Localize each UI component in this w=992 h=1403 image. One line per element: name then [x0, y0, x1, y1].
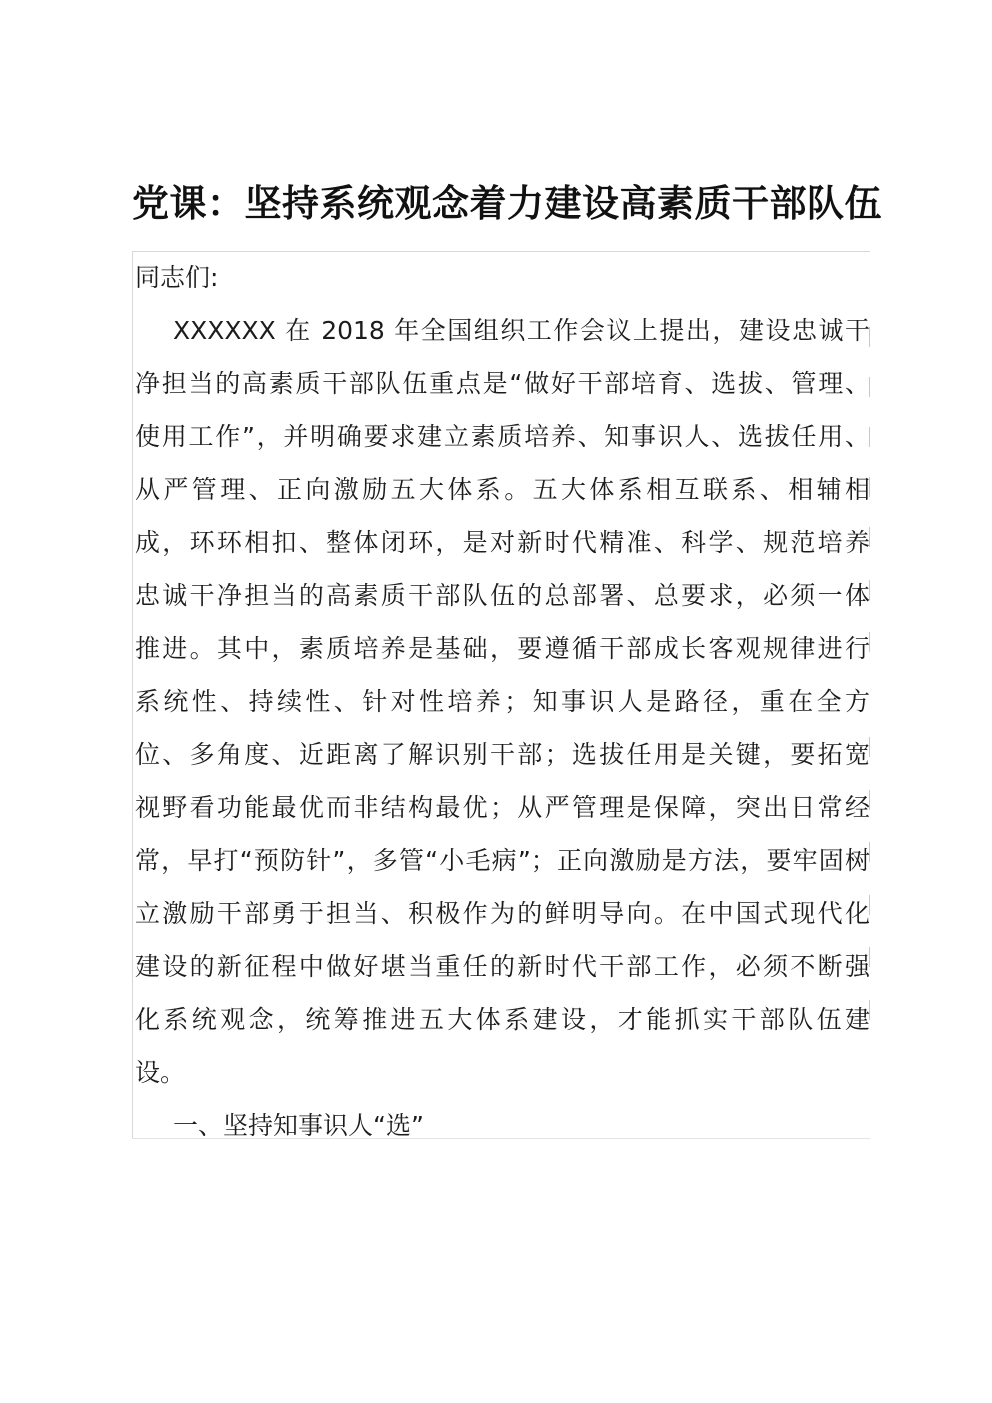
paragraph-line: 使用工作”，并明确要求建立素质培养、知事识人、选拔任用、 — [135, 422, 870, 451]
paragraph-line: 推进。其中，素质培养是基础，要遵循干部成长客观规律进行 — [135, 634, 870, 663]
salutation: 同志们: — [135, 263, 219, 292]
paragraph-line: 视野看功能最优而非结构最优；从严管理是保障，突出日常经 — [135, 793, 870, 822]
section-heading: 一、坚持知事识人“选” — [173, 1111, 424, 1140]
paragraph-line: XXXXXX 在 2018 年全国组织工作会议上提出，建设忠诚干 — [173, 316, 870, 345]
paragraph-1 — [135, 304, 870, 1099]
paragraph-line: 化系统观念，统筹推进五大体系建设，才能抓实干部队伍建 — [135, 1005, 870, 1034]
paragraph-line: 成，环环相扣、整体闭环，是对新时代精准、科学、规范培养 — [135, 528, 870, 557]
paragraph-line: 忠诚干净担当的高素质干部队伍的总部署、总要求，必须一体 — [135, 581, 870, 610]
paragraph-line: 立激励干部勇于担当、积极作为的鲜明导向。在中国式现代化 — [135, 899, 870, 928]
document-body — [135, 251, 870, 1152]
paragraph-line: 建设的新征程中做好堪当重任的新时代干部工作，必须不断强 — [135, 952, 870, 981]
paragraph-line: 净担当的高素质干部队伍重点是“做好干部培育、选拔、管理、 — [135, 369, 870, 398]
paragraph-line: 系统性、持续性、针对性培养；知事识人是路径，重在全方 — [135, 687, 870, 716]
paragraph-line: 常，早打“预防针”，多管“小毛病”；正向激励是方法，要牢固树 — [135, 846, 870, 875]
paragraph-line: 设。 — [135, 1058, 186, 1087]
page-title: 党课：坚持系统观念着力建设高素质干部队伍 — [132, 182, 882, 225]
paragraph-line: 从严管理、正向激励五大体系。五大体系相互联系、相辅相 — [135, 475, 870, 504]
paragraph-line: 位、多角度、近距离了解识别干部；选拔任用是关键，要拓宽 — [135, 740, 870, 769]
